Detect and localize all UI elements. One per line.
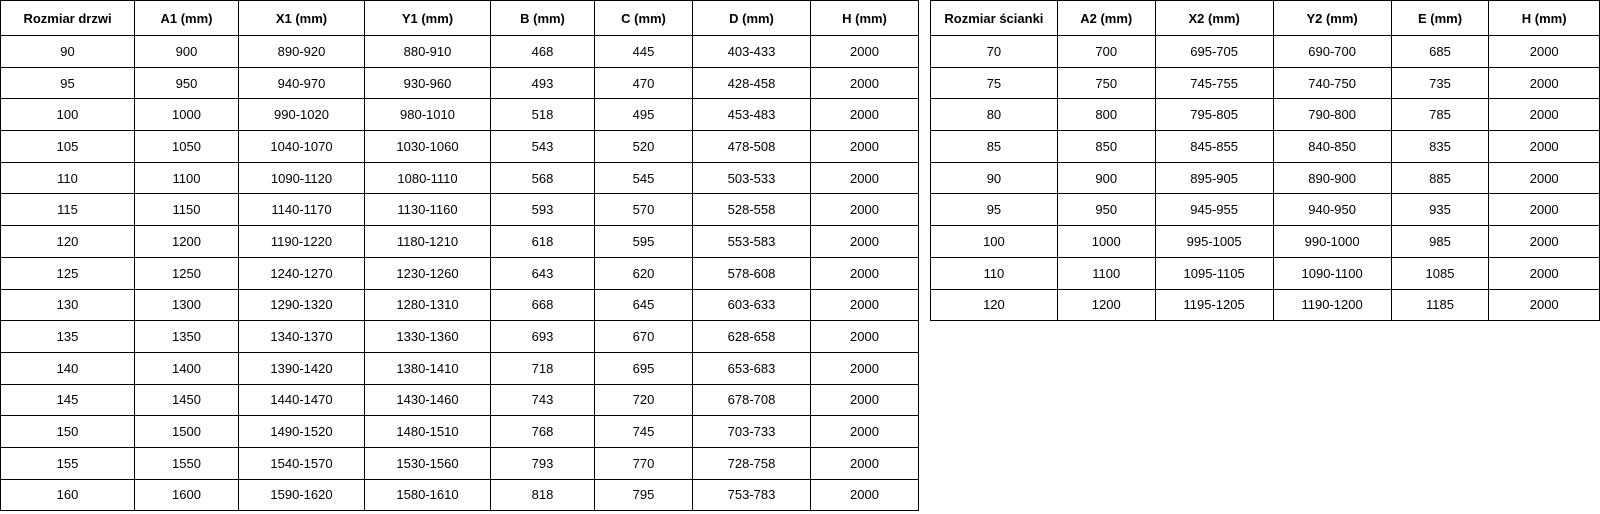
table-cell: 503-533	[693, 162, 811, 194]
table-cell: 2000	[1489, 36, 1600, 68]
table-cell: 2000	[1489, 289, 1600, 321]
table-cell: 1230-1260	[365, 257, 491, 289]
table-cell: 1530-1560	[365, 447, 491, 479]
table-cell: 670	[595, 321, 693, 353]
table-cell: 1095-1105	[1155, 257, 1273, 289]
table-cell: 155	[1, 447, 135, 479]
table-cell: 1600	[135, 479, 239, 511]
table-cell: 543	[491, 131, 595, 163]
table-cell: 95	[931, 194, 1058, 226]
table-cell: 578-608	[693, 257, 811, 289]
table-row	[1, 289, 919, 321]
table-cell: 685	[1391, 36, 1489, 68]
table-row	[1, 36, 919, 68]
table-row	[1, 321, 919, 353]
table-cell: 718	[491, 352, 595, 384]
table-cell: 1150	[135, 194, 239, 226]
table-cell: 1195-1205	[1155, 289, 1273, 321]
table-cell: 930-960	[365, 67, 491, 99]
table-cell: 2000	[1489, 131, 1600, 163]
table-cell: 750	[1057, 67, 1155, 99]
table-row	[1, 447, 919, 479]
table-cell: 1100	[135, 162, 239, 194]
table-row	[1, 352, 919, 384]
table-cell: 403-433	[693, 36, 811, 68]
table-cell: 160	[1, 479, 135, 511]
table-cell: 428-458	[693, 67, 811, 99]
table-row	[1, 67, 919, 99]
table-cell: 880-910	[365, 36, 491, 68]
table-cell: 753-783	[693, 479, 811, 511]
table-row	[1, 416, 919, 448]
table-cell: 693	[491, 321, 595, 353]
table-row	[931, 162, 1600, 194]
column-header-c: C (mm)	[595, 1, 693, 36]
walls-table-body	[931, 36, 1600, 321]
table-cell: 2000	[1489, 194, 1600, 226]
table-row	[931, 131, 1600, 163]
table-cell: 895-905	[1155, 162, 1273, 194]
table-cell: 95	[1, 67, 135, 99]
table-cell: 135	[1, 321, 135, 353]
table-cell: 2000	[811, 67, 919, 99]
doors-table-header	[1, 1, 919, 36]
table-cell: 603-633	[693, 289, 811, 321]
table-cell: 1100	[1057, 257, 1155, 289]
table-cell: 2000	[1489, 226, 1600, 258]
table-cell: 2000	[811, 479, 919, 511]
table-cell: 1340-1370	[239, 321, 365, 353]
table-row	[931, 226, 1600, 258]
table-row	[931, 36, 1600, 68]
table-row	[1, 479, 919, 511]
table-cell: 845-855	[1155, 131, 1273, 163]
table-cell: 990-1000	[1273, 226, 1391, 258]
table-cell: 493	[491, 67, 595, 99]
table-cell: 1350	[135, 321, 239, 353]
table-cell: 1200	[135, 226, 239, 258]
table-cell: 105	[1, 131, 135, 163]
table-cell: 80	[931, 99, 1058, 131]
table-cell: 653-683	[693, 352, 811, 384]
column-header-x2: X2 (mm)	[1155, 1, 1273, 36]
table-cell: 1430-1460	[365, 384, 491, 416]
table-cell: 790-800	[1273, 99, 1391, 131]
table-cell: 1590-1620	[239, 479, 365, 511]
table-cell: 990-1020	[239, 99, 365, 131]
column-header-h: H (mm)	[1489, 1, 1600, 36]
table-cell: 890-920	[239, 36, 365, 68]
table-cell: 2000	[1489, 257, 1600, 289]
table-cell: 2000	[811, 289, 919, 321]
table-cell: 1390-1420	[239, 352, 365, 384]
table-cell: 695-705	[1155, 36, 1273, 68]
table-cell: 2000	[811, 352, 919, 384]
table-row	[931, 289, 1600, 321]
table-cell: 728-758	[693, 447, 811, 479]
table-cell: 1000	[135, 99, 239, 131]
table-cell: 1240-1270	[239, 257, 365, 289]
table-cell: 1330-1360	[365, 321, 491, 353]
table-cell: 468	[491, 36, 595, 68]
table-cell: 130	[1, 289, 135, 321]
column-header-a2: A2 (mm)	[1057, 1, 1155, 36]
table-cell: 2000	[811, 36, 919, 68]
table-cell: 628-658	[693, 321, 811, 353]
table-header-row	[931, 1, 1600, 36]
table-cell: 850	[1057, 131, 1155, 163]
table-cell: 700	[1057, 36, 1155, 68]
table-cell: 120	[931, 289, 1058, 321]
table-cell: 445	[595, 36, 693, 68]
column-header-e: E (mm)	[1391, 1, 1489, 36]
table-cell: 890-900	[1273, 162, 1391, 194]
table-cell: 2000	[811, 131, 919, 163]
table-cell: 935	[1391, 194, 1489, 226]
table-cell: 1000	[1057, 226, 1155, 258]
table-cell: 1180-1210	[365, 226, 491, 258]
table-cell: 770	[595, 447, 693, 479]
table-row	[1, 226, 919, 258]
table-cell: 818	[491, 479, 595, 511]
table-cell: 645	[595, 289, 693, 321]
column-header-x1: X1 (mm)	[239, 1, 365, 36]
column-header-a1: A1 (mm)	[135, 1, 239, 36]
table-cell: 2000	[811, 416, 919, 448]
table-cell: 1080-1110	[365, 162, 491, 194]
table-cell: 793	[491, 447, 595, 479]
table-cell: 835	[1391, 131, 1489, 163]
table-cell: 145	[1, 384, 135, 416]
table-cell: 115	[1, 194, 135, 226]
table-cell: 768	[491, 416, 595, 448]
table-cell: 695	[595, 352, 693, 384]
table-cell: 90	[1, 36, 135, 68]
column-header-y2: Y2 (mm)	[1273, 1, 1391, 36]
table-cell: 478-508	[693, 131, 811, 163]
table-row	[931, 67, 1600, 99]
table-cell: 1050	[135, 131, 239, 163]
column-header-y1: Y1 (mm)	[365, 1, 491, 36]
table-cell: 1030-1060	[365, 131, 491, 163]
table-header-row	[1, 1, 919, 36]
table-row	[931, 257, 1600, 289]
table-cell: 495	[595, 99, 693, 131]
table-cell: 2000	[811, 384, 919, 416]
table-row	[1, 384, 919, 416]
table-cell: 795-805	[1155, 99, 1273, 131]
table-cell: 1490-1520	[239, 416, 365, 448]
table-cell: 1040-1070	[239, 131, 365, 163]
table-cell: 110	[1, 162, 135, 194]
table-cell: 678-708	[693, 384, 811, 416]
table-cell: 100	[931, 226, 1058, 258]
table-cell: 1140-1170	[239, 194, 365, 226]
column-header-rozmiar-scianki: Rozmiar ścianki	[931, 1, 1058, 36]
table-cell: 885	[1391, 162, 1489, 194]
table-cell: 1090-1120	[239, 162, 365, 194]
table-cell: 1300	[135, 289, 239, 321]
table-cell: 1280-1310	[365, 289, 491, 321]
table-cell: 1550	[135, 447, 239, 479]
table-cell: 595	[595, 226, 693, 258]
table-cell: 2000	[811, 257, 919, 289]
table-cell: 745	[595, 416, 693, 448]
table-cell: 668	[491, 289, 595, 321]
table-cell: 470	[595, 67, 693, 99]
table-cell: 785	[1391, 99, 1489, 131]
table-row	[931, 194, 1600, 226]
table-cell: 1090-1100	[1273, 257, 1391, 289]
table-cell: 1185	[1391, 289, 1489, 321]
table-cell: 1380-1410	[365, 352, 491, 384]
table-cell: 1085	[1391, 257, 1489, 289]
table-cell: 1200	[1057, 289, 1155, 321]
table-cell: 735	[1391, 67, 1489, 99]
table-cell: 980-1010	[365, 99, 491, 131]
table-cell: 1400	[135, 352, 239, 384]
table-cell: 2000	[1489, 99, 1600, 131]
table-cell: 795	[595, 479, 693, 511]
table-cell: 150	[1, 416, 135, 448]
table-cell: 2000	[1489, 67, 1600, 99]
table-cell: 125	[1, 257, 135, 289]
table-cell: 1250	[135, 257, 239, 289]
table-cell: 90	[931, 162, 1058, 194]
table-cell: 940-950	[1273, 194, 1391, 226]
table-cell: 1580-1610	[365, 479, 491, 511]
table-cell: 520	[595, 131, 693, 163]
table-cell: 840-850	[1273, 131, 1391, 163]
table-cell: 70	[931, 36, 1058, 68]
table-cell: 900	[135, 36, 239, 68]
table-cell: 140	[1, 352, 135, 384]
table-row	[1, 99, 919, 131]
table-cell: 453-483	[693, 99, 811, 131]
table-cell: 620	[595, 257, 693, 289]
table-cell: 75	[931, 67, 1058, 99]
column-header-d: D (mm)	[693, 1, 811, 36]
walls-dimensions-table	[930, 0, 1600, 321]
table-cell: 545	[595, 162, 693, 194]
table-row	[1, 257, 919, 289]
table-cell: 120	[1, 226, 135, 258]
table-cell: 950	[1057, 194, 1155, 226]
table-cell: 100	[1, 99, 135, 131]
table-cell: 690-700	[1273, 36, 1391, 68]
column-header-h: H (mm)	[811, 1, 919, 36]
table-cell: 1500	[135, 416, 239, 448]
table-cell: 618	[491, 226, 595, 258]
table-cell: 1190-1220	[239, 226, 365, 258]
table-row	[1, 162, 919, 194]
column-header-rozmiar-drzwi: Rozmiar drzwi	[1, 1, 135, 36]
table-cell: 643	[491, 257, 595, 289]
table-cell: 985	[1391, 226, 1489, 258]
table-cell: 553-583	[693, 226, 811, 258]
table-cell: 743	[491, 384, 595, 416]
table-cell: 1540-1570	[239, 447, 365, 479]
table-cell: 1290-1320	[239, 289, 365, 321]
table-cell: 940-970	[239, 67, 365, 99]
table-cell: 2000	[811, 194, 919, 226]
table-cell: 528-558	[693, 194, 811, 226]
table-cell: 703-733	[693, 416, 811, 448]
walls-table-container	[930, 0, 1600, 321]
table-row	[1, 131, 919, 163]
table-cell: 995-1005	[1155, 226, 1273, 258]
table-cell: 1130-1160	[365, 194, 491, 226]
table-row	[1, 194, 919, 226]
table-cell: 720	[595, 384, 693, 416]
table-cell: 2000	[811, 321, 919, 353]
table-cell: 570	[595, 194, 693, 226]
table-cell: 745-755	[1155, 67, 1273, 99]
column-header-b: B (mm)	[491, 1, 595, 36]
table-cell: 1450	[135, 384, 239, 416]
table-cell: 1440-1470	[239, 384, 365, 416]
table-cell: 593	[491, 194, 595, 226]
table-cell: 518	[491, 99, 595, 131]
table-cell: 2000	[811, 162, 919, 194]
table-cell: 800	[1057, 99, 1155, 131]
table-cell: 2000	[811, 447, 919, 479]
table-cell: 2000	[811, 226, 919, 258]
table-cell: 950	[135, 67, 239, 99]
table-cell: 85	[931, 131, 1058, 163]
doors-table-body	[1, 36, 919, 511]
table-cell: 945-955	[1155, 194, 1273, 226]
table-cell: 2000	[811, 99, 919, 131]
table-row	[931, 99, 1600, 131]
table-cell: 900	[1057, 162, 1155, 194]
table-cell: 740-750	[1273, 67, 1391, 99]
table-cell: 2000	[1489, 162, 1600, 194]
table-cell: 110	[931, 257, 1058, 289]
table-cell: 1190-1200	[1273, 289, 1391, 321]
table-cell: 1480-1510	[365, 416, 491, 448]
walls-table-header	[931, 1, 1600, 36]
table-cell: 568	[491, 162, 595, 194]
